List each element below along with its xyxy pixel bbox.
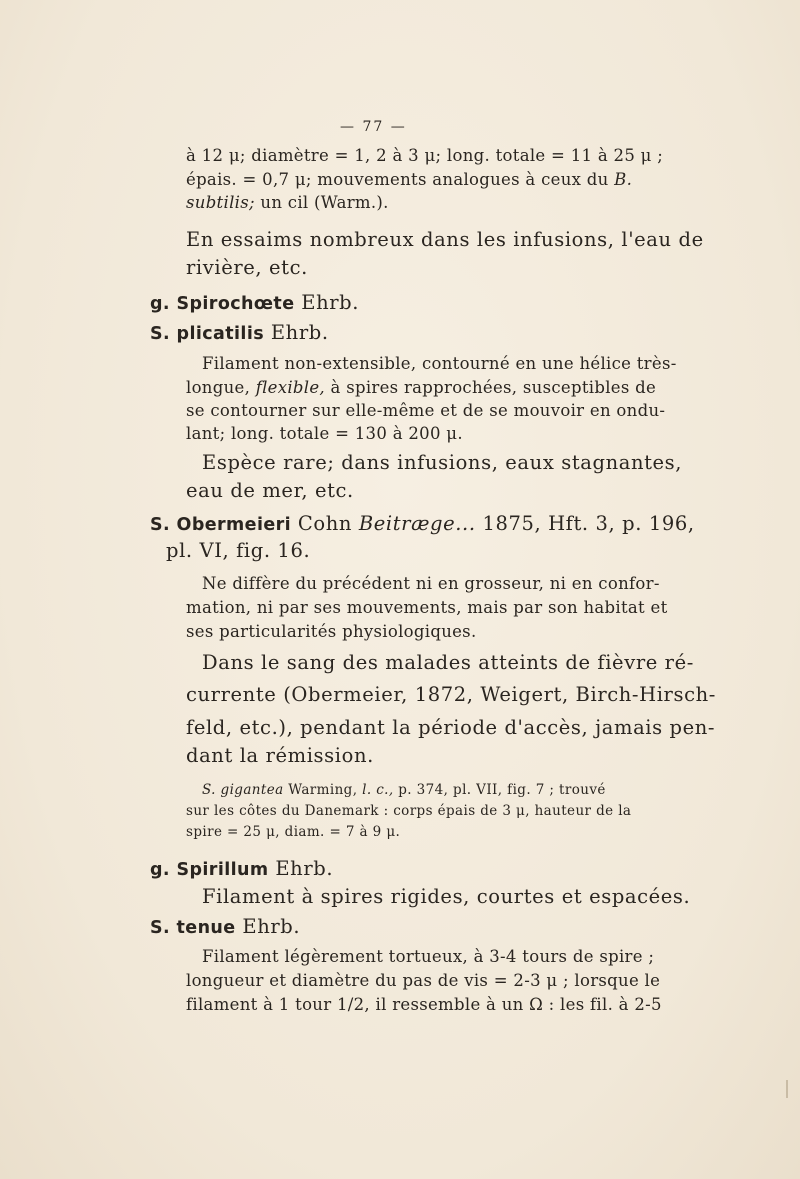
genus-heading [150, 859, 333, 880]
taxon-italic: B. [614, 170, 633, 189]
text-line: currente (Obermeier, 1872, Weigert, Birch-Hirsch- [186, 683, 716, 706]
text-line: Filament non-extensible, contourné en une hélice très- [202, 354, 677, 373]
text-line: feld, etc.), pendant la période d'accès, jamais pen- [186, 716, 716, 739]
species-author: Cohn [291, 512, 359, 535]
text-line [186, 195, 389, 212]
text-line: Espèce rare; dans infusions, eaux stagnantes, [202, 451, 683, 474]
taxon-italic: subtilis; [186, 193, 255, 212]
citation-italic: Beitræge... [358, 512, 476, 535]
text-line: Dans le sang des malades atteints de fièvre ré- [202, 651, 694, 674]
text-line: En essaims nombreux dans les infusions, l'eau de [186, 228, 704, 251]
genus-author: Ehrb. [268, 857, 334, 880]
text-run: p. 374, pl. VII, fig. 7 ; trouvé [393, 782, 606, 798]
text-line: se contourner sur elle-même et de se mouvoir en ondu- [186, 401, 666, 420]
text-run: un cil (Warm.). [254, 193, 389, 212]
italic-run: l. c., [362, 782, 394, 798]
page-number: — 77 — [340, 119, 407, 135]
genus-author: Ehrb. [294, 291, 360, 314]
note-line [202, 784, 606, 798]
text-line: eau de mer, etc. [186, 479, 354, 502]
note-line: spire = 25 μ, diam. = 7 à 9 μ. [186, 824, 401, 840]
text-line: Filament à spires rigides, courtes et espacées. [202, 885, 691, 908]
genus-heading [150, 293, 359, 314]
paper-blemish [786, 1080, 788, 1098]
text-line: mation, ni par ses mouvements, mais par son habitat et [186, 598, 668, 617]
genus-name: g. Spirillum [150, 860, 269, 880]
citation: 1875, Hft. 3, p. 196, [475, 512, 695, 535]
taxon-italic: S. gigantea [202, 782, 284, 798]
species-author: Ehrb. [264, 321, 329, 344]
genus-name: g. Spirochœte [150, 294, 295, 314]
note-line: sur les côtes du Danemark : corps épais de 3 μ, hauteur de la [186, 803, 632, 819]
text-line: dant la rémission. [186, 744, 374, 767]
text-line [186, 172, 632, 189]
text-line: filament à 1 tour 1/2, il ressemble à un Ω : les fil. à 2-5 [186, 995, 662, 1014]
species-heading [150, 917, 300, 938]
text-line: à 12 μ; diamètre = 1, 2 à 3 μ; long. totale = 11 à 25 μ ; [186, 146, 664, 165]
italic-run: flexible, [255, 378, 325, 397]
text-run: Warming, [283, 782, 363, 798]
species-name: S. tenue [150, 918, 236, 938]
text-line: Filament légèrement tortueux, à 3-4 tours de spire ; [202, 947, 655, 966]
text-line: pl. VI, fig. 16. [166, 539, 311, 562]
text-line [186, 380, 656, 397]
species-author: Ehrb. [235, 915, 301, 938]
species-heading [150, 514, 695, 535]
species-heading [150, 323, 329, 344]
species-name: S. Obermeieri [150, 515, 292, 535]
text-run: longue, [186, 378, 256, 397]
text-line: ses particularités physiologiques. [186, 622, 477, 641]
text-run: à spires rapprochées, susceptibles de [324, 378, 657, 397]
text-line: longueur et diamètre du pas de vis = 2-3 μ ; lorsque le [186, 971, 661, 990]
text-line: Ne diffère du précédent ni en grosseur, ni en confor- [202, 574, 660, 593]
text-line: rivière, etc. [186, 256, 308, 279]
text-run: épais. = 0,7 μ; mouvements analogues à ceux du [186, 170, 615, 189]
species-name: S. plicatilis [150, 324, 265, 344]
text-line: lant; long. totale = 130 à 200 μ. [186, 424, 463, 443]
